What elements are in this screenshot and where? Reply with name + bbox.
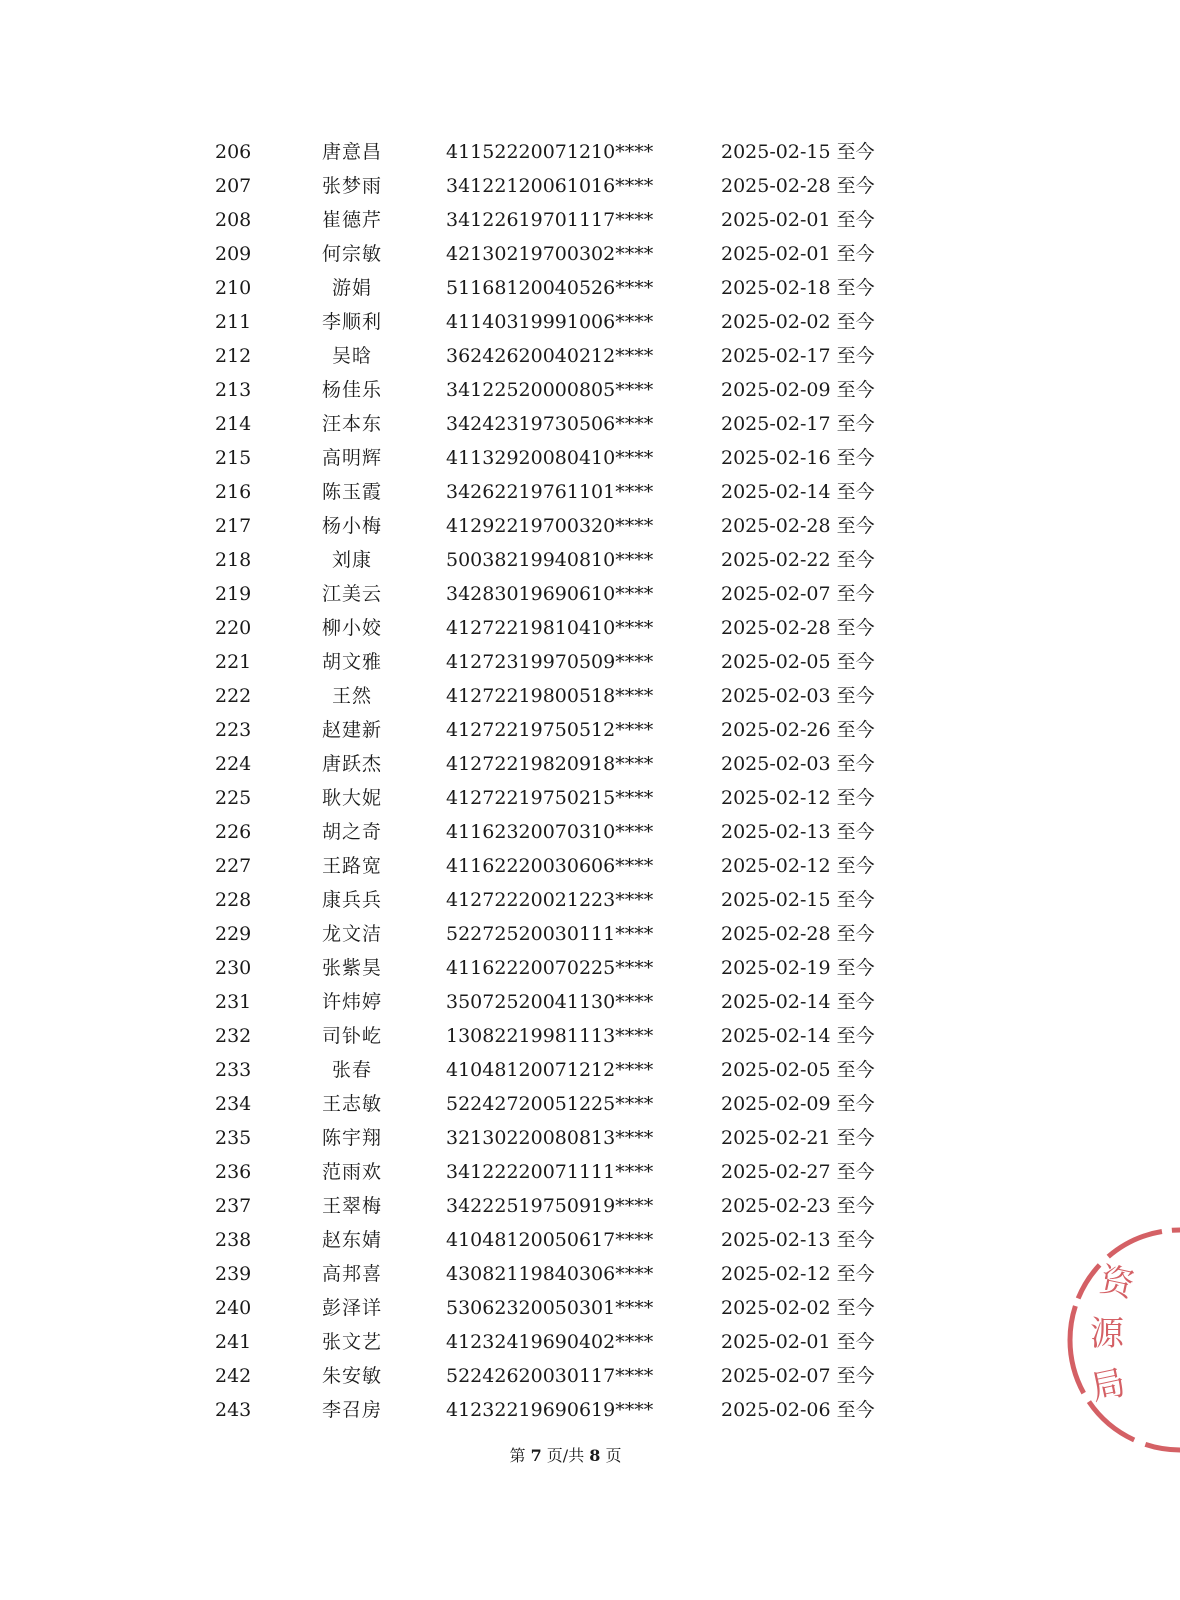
row-number: 235 [215, 1127, 252, 1149]
row-number: 223 [215, 719, 252, 741]
seal-char-3: 局 [1087, 1362, 1130, 1409]
row-number: 232 [215, 1025, 252, 1047]
row-number: 238 [215, 1229, 252, 1251]
id-number: 52242620030117**** [446, 1365, 654, 1387]
id-number: 41272219820918**** [446, 753, 654, 775]
employment-period: 2025-02-26 至今 [721, 719, 875, 741]
person-name: 唐意昌 [321, 141, 382, 163]
table-row [0, 577, 1131, 611]
person-name: 王然 [331, 685, 372, 707]
employment-period: 2025-02-16 至今 [721, 447, 875, 469]
table-row [0, 407, 1131, 441]
row-number: 208 [215, 209, 252, 231]
table-row [0, 883, 1131, 917]
table-row [0, 747, 1131, 781]
employment-period: 2025-02-03 至今 [721, 685, 875, 707]
page-footer [0, 1444, 1131, 1468]
seal-char-2: 源 [1090, 1314, 1124, 1354]
employment-period: 2025-02-22 至今 [721, 549, 875, 571]
row-number: 221 [215, 651, 252, 673]
person-name: 王翠梅 [321, 1195, 382, 1217]
id-number: 41152220071210**** [446, 141, 654, 163]
row-number: 243 [215, 1399, 252, 1421]
employment-period: 2025-02-02 至今 [721, 1297, 875, 1319]
employment-period: 2025-02-09 至今 [721, 1093, 875, 1115]
person-name: 司钋屹 [321, 1025, 382, 1047]
table-row [0, 1019, 1131, 1053]
person-name: 陈宇翔 [321, 1127, 382, 1149]
table-row [0, 305, 1131, 339]
person-name: 康兵兵 [321, 889, 382, 911]
row-number: 227 [215, 855, 252, 877]
row-number: 212 [215, 345, 252, 367]
id-number: 51168120040526**** [446, 277, 654, 299]
person-name: 张梦雨 [321, 175, 382, 197]
id-number: 41048120050617**** [446, 1229, 654, 1251]
person-name: 柳小姣 [321, 617, 382, 639]
person-name: 许炜婷 [321, 991, 382, 1013]
id-number: 41292219700320**** [446, 515, 654, 537]
table-row [0, 679, 1131, 713]
table-row [0, 611, 1131, 645]
employment-period: 2025-02-01 至今 [721, 209, 875, 231]
person-name: 游娟 [331, 277, 372, 299]
row-number: 217 [215, 515, 252, 537]
total-pages: 8 [589, 1446, 601, 1465]
table-row [0, 645, 1131, 679]
table-row [0, 169, 1131, 203]
row-number: 213 [215, 379, 252, 401]
employment-period: 2025-02-01 至今 [721, 1331, 875, 1353]
official-seal-stamp [1060, 1220, 1180, 1460]
id-number: 41162320070310**** [446, 821, 654, 843]
person-name: 江美云 [321, 583, 382, 605]
table-row [0, 849, 1131, 883]
id-number: 41272219750512**** [446, 719, 654, 741]
employment-period: 2025-02-27 至今 [721, 1161, 875, 1183]
row-number: 216 [215, 481, 252, 503]
employment-period: 2025-02-01 至今 [721, 243, 875, 265]
footer-middle: 页/共 [546, 1446, 585, 1465]
table-row [0, 985, 1131, 1019]
id-number: 41232419690402**** [446, 1331, 654, 1353]
employment-period: 2025-02-07 至今 [721, 1365, 875, 1387]
person-name: 张文艺 [321, 1331, 382, 1353]
id-number: 41048120071212**** [446, 1059, 654, 1081]
table-row [0, 237, 1131, 271]
employment-period: 2025-02-12 至今 [721, 787, 875, 809]
row-number: 242 [215, 1365, 252, 1387]
employment-period: 2025-02-14 至今 [721, 1025, 875, 1047]
person-name: 高明辉 [321, 447, 382, 469]
id-number: 34122619701117**** [446, 209, 654, 231]
employment-period: 2025-02-07 至今 [721, 583, 875, 605]
row-number: 225 [215, 787, 252, 809]
person-name: 张春 [331, 1059, 372, 1081]
id-number: 34122120061016**** [446, 175, 654, 197]
current-page: 7 [530, 1446, 542, 1465]
table-row [0, 509, 1131, 543]
table-row [0, 951, 1131, 985]
table-row [0, 1359, 1131, 1393]
employment-period: 2025-02-17 至今 [721, 345, 875, 367]
employment-period: 2025-02-17 至今 [721, 413, 875, 435]
employment-period: 2025-02-09 至今 [721, 379, 875, 401]
person-name: 赵东婧 [321, 1229, 382, 1251]
id-number: 32130220080813**** [446, 1127, 654, 1149]
row-number: 220 [215, 617, 252, 639]
seal-char-1: 资 [1096, 1259, 1138, 1306]
footer-prefix: 第 [509, 1446, 526, 1465]
id-number: 52242720051225**** [446, 1093, 654, 1115]
id-number: 36242620040212**** [446, 345, 654, 367]
employment-period: 2025-02-28 至今 [721, 175, 875, 197]
id-number: 34122520000805**** [446, 379, 654, 401]
id-number: 34242319730506**** [446, 413, 654, 435]
employment-period: 2025-02-15 至今 [721, 889, 875, 911]
table-row [0, 1121, 1131, 1155]
table-row [0, 1087, 1131, 1121]
row-number: 233 [215, 1059, 252, 1081]
id-number: 43082119840306**** [446, 1263, 654, 1285]
table-row [0, 815, 1131, 849]
row-number: 231 [215, 991, 252, 1013]
row-number: 224 [215, 753, 252, 775]
id-number: 41162220070225**** [446, 957, 654, 979]
id-number: 41272219800518**** [446, 685, 654, 707]
id-number: 41132920080410**** [446, 447, 654, 469]
row-number: 207 [215, 175, 252, 197]
employment-period: 2025-02-05 至今 [721, 651, 875, 673]
table-row [0, 441, 1131, 475]
person-name: 王路宽 [321, 855, 382, 877]
id-number: 34222519750919**** [446, 1195, 654, 1217]
id-number: 41272219750215**** [446, 787, 654, 809]
row-number: 214 [215, 413, 252, 435]
id-number: 34262219761101**** [446, 481, 654, 503]
employment-period: 2025-02-12 至今 [721, 855, 875, 877]
person-name: 李顺利 [321, 311, 382, 333]
employment-period: 2025-02-12 至今 [721, 1263, 875, 1285]
row-number: 209 [215, 243, 252, 265]
table-row [0, 1291, 1131, 1325]
id-number: 13082219981113**** [446, 1025, 654, 1047]
row-number: 210 [215, 277, 252, 299]
row-number: 206 [215, 141, 252, 163]
person-name: 龙文洁 [321, 923, 382, 945]
row-number: 219 [215, 583, 252, 605]
employment-period: 2025-02-28 至今 [721, 617, 875, 639]
footer-suffix: 页 [605, 1446, 622, 1465]
id-number: 50038219940810**** [446, 549, 654, 571]
table-row [0, 203, 1131, 237]
table-row [0, 781, 1131, 815]
person-name: 汪本东 [321, 413, 382, 435]
table-row [0, 543, 1131, 577]
person-name: 杨小梅 [321, 515, 382, 537]
person-name: 耿大妮 [321, 787, 382, 809]
row-number: 226 [215, 821, 252, 843]
table-row [0, 1257, 1131, 1291]
row-number: 240 [215, 1297, 252, 1319]
id-number: 42130219700302**** [446, 243, 654, 265]
row-number: 229 [215, 923, 252, 945]
person-name: 唐跃杰 [321, 753, 382, 775]
table-row [0, 1053, 1131, 1087]
person-name: 张紫昊 [321, 957, 382, 979]
person-name: 杨佳乐 [321, 379, 382, 401]
id-number: 41272219810410**** [446, 617, 654, 639]
table-row [0, 917, 1131, 951]
row-number: 215 [215, 447, 252, 469]
person-name: 胡文雅 [321, 651, 382, 673]
id-number: 35072520041130**** [446, 991, 654, 1013]
row-number: 211 [215, 311, 252, 333]
employment-period: 2025-02-19 至今 [721, 957, 875, 979]
employment-period: 2025-02-13 至今 [721, 821, 875, 843]
id-number: 41140319991006**** [446, 311, 654, 333]
id-number: 41272220021223**** [446, 889, 654, 911]
id-number: 34122220071111**** [446, 1161, 654, 1183]
row-number: 230 [215, 957, 252, 979]
employment-period: 2025-02-02 至今 [721, 311, 875, 333]
table-row [0, 271, 1131, 305]
person-name: 高邦喜 [321, 1263, 382, 1285]
table-row [0, 1189, 1131, 1223]
employment-period: 2025-02-13 至今 [721, 1229, 875, 1251]
person-name: 何宗敏 [321, 243, 382, 265]
person-name: 崔德芹 [321, 209, 382, 231]
row-number: 218 [215, 549, 252, 571]
employment-period: 2025-02-21 至今 [721, 1127, 875, 1149]
row-number: 222 [215, 685, 252, 707]
table-row [0, 1155, 1131, 1189]
employment-period: 2025-02-14 至今 [721, 481, 875, 503]
person-name: 赵建新 [321, 719, 382, 741]
table-row [0, 1325, 1131, 1359]
row-number: 234 [215, 1093, 252, 1115]
person-name: 王志敏 [321, 1093, 382, 1115]
table-row [0, 135, 1131, 169]
row-number: 239 [215, 1263, 252, 1285]
person-name: 彭泽详 [321, 1297, 382, 1319]
employment-period: 2025-02-28 至今 [721, 923, 875, 945]
table-row [0, 713, 1131, 747]
row-number: 228 [215, 889, 252, 911]
person-name: 刘康 [331, 549, 372, 571]
employment-period: 2025-02-05 至今 [721, 1059, 875, 1081]
employment-period: 2025-02-23 至今 [721, 1195, 875, 1217]
id-number: 41232219690619**** [446, 1399, 654, 1421]
row-number: 236 [215, 1161, 252, 1183]
table-row [0, 339, 1131, 373]
employment-period: 2025-02-03 至今 [721, 753, 875, 775]
person-name: 李召房 [321, 1399, 382, 1421]
employment-period: 2025-02-06 至今 [721, 1399, 875, 1421]
employment-period: 2025-02-14 至今 [721, 991, 875, 1013]
row-number: 241 [215, 1331, 252, 1353]
person-name: 胡之奇 [321, 821, 382, 843]
person-name: 范雨欢 [321, 1161, 382, 1183]
person-name: 朱安敏 [321, 1365, 382, 1387]
id-number: 41272319970509**** [446, 651, 654, 673]
table-row [0, 1223, 1131, 1257]
employment-period: 2025-02-28 至今 [721, 515, 875, 537]
id-number: 53062320050301**** [446, 1297, 654, 1319]
table-row [0, 1393, 1131, 1427]
id-number: 41162220030606**** [446, 855, 654, 877]
table-row [0, 373, 1131, 407]
row-number: 237 [215, 1195, 252, 1217]
id-number: 34283019690610**** [446, 583, 654, 605]
id-number: 52272520030111**** [446, 923, 654, 945]
person-name: 吴晗 [331, 345, 372, 367]
person-name: 陈玉霞 [321, 481, 382, 503]
employment-period: 2025-02-18 至今 [721, 277, 875, 299]
table-row [0, 475, 1131, 509]
employment-period: 2025-02-15 至今 [721, 141, 875, 163]
